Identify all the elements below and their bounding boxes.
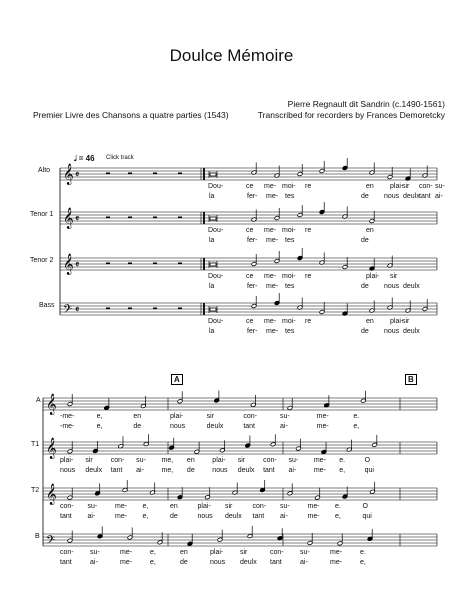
lyric-syllable: me- (264, 227, 277, 234)
lyric-syllable: tant (252, 513, 265, 520)
lyric-syllable: Dou- (208, 273, 224, 280)
lyric-syllable: con- (243, 413, 257, 420)
lyric-syllable: con- (110, 457, 125, 464)
lyric-syllable: de (361, 237, 369, 244)
lyric-syllable: tes (285, 283, 295, 290)
lyric-syllable: la (209, 328, 215, 335)
rehearsal-mark: B (405, 374, 417, 385)
lyric-syllable: ai- (300, 559, 308, 566)
breve-note (210, 308, 216, 311)
lyric-syllable: me- (266, 193, 279, 200)
part-label: Tenor 2 (30, 257, 54, 264)
cut-time-icon: 𝄵 (75, 260, 80, 271)
lyric-syllable: de (361, 283, 369, 290)
lyric-syllable: moi- (282, 227, 296, 234)
lyric-syllable: sir (85, 457, 93, 464)
lyric-syllable: nous (384, 283, 400, 290)
lyric-syllable: e, (96, 413, 103, 420)
rest (106, 217, 110, 219)
lyric-syllable: nous (210, 559, 226, 566)
lyric-syllable: moi- (282, 183, 296, 190)
lyric-syllable: ai- (136, 467, 144, 474)
lyric-syllable: su- (90, 549, 100, 556)
lyric-syllable: O (364, 457, 371, 464)
lyric-syllable: nous (384, 328, 400, 335)
lyric-syllable: plai- (60, 457, 74, 464)
part-label: Alto (38, 167, 51, 174)
lyric-syllable: deulx (240, 559, 257, 566)
source-collection: Premier Livre des Chansons a quatre parties (1543) (33, 110, 229, 120)
cut-time-icon: 𝄵 (75, 170, 80, 181)
lyric-syllable: plai- (210, 549, 224, 556)
lyric-syllable: me- (307, 513, 320, 520)
lyric-syllable: nous (60, 467, 76, 474)
lyric-syllable: me- (330, 559, 343, 566)
lyric-syllable: nous (384, 193, 400, 200)
lyric-syllable: ai- (280, 423, 288, 430)
rest (153, 263, 157, 265)
lyric-syllable: ai- (280, 513, 288, 520)
lyric-syllable: qui (364, 467, 374, 474)
lyric-syllable: me- (266, 328, 279, 335)
lyric-syllable: e, (339, 467, 346, 474)
lyric-syllable: fer- (247, 283, 258, 290)
lyric-syllable: re (305, 273, 312, 280)
part-label: T1 (31, 441, 40, 448)
lyric-syllable: e, (360, 559, 366, 566)
lyric-syllable: e, (142, 503, 149, 510)
rest (128, 173, 132, 175)
lyric-syllable: plai- (366, 273, 380, 280)
lyric-syllable: la (209, 193, 215, 200)
lyric-syllable: deulx (403, 193, 420, 200)
lyric-syllable: -me- (60, 423, 75, 430)
rest (153, 308, 157, 310)
lyric-syllable: ce (246, 318, 254, 325)
click-track-label: Click track (106, 155, 134, 161)
lyric-syllable: plai- (212, 457, 226, 464)
lyric-syllable: nous (212, 467, 228, 474)
lyric-syllable: e, (96, 423, 103, 430)
lyric-syllable: la (209, 283, 215, 290)
lyric-syllable: de (170, 513, 178, 520)
lyric-syllable: tant (110, 467, 123, 474)
lyric-syllable: e. (335, 503, 341, 510)
lyric-syllable: Dou- (208, 318, 224, 325)
lyric-syllable: moi- (282, 273, 296, 280)
lyric-syllable: deulx (403, 328, 420, 335)
lyric-syllable: la (209, 237, 215, 244)
lyric-syllable: en (366, 183, 374, 190)
lyric-syllable: tant (419, 193, 431, 200)
lyric-syllable: me- (264, 273, 277, 280)
rest (178, 263, 182, 265)
lyric-syllable: ce (246, 227, 254, 234)
lyric-syllable: re (305, 183, 312, 190)
lyric-syllable: re (305, 318, 312, 325)
lyric-syllable: me, (161, 457, 174, 464)
lyric-syllable: en (186, 457, 195, 464)
lyric-syllable: tant (60, 513, 72, 520)
part-label: Tenor 1 (30, 211, 54, 218)
composer-credit: Pierre Regnault dit Sandrin (c.1490-1561) (287, 99, 445, 109)
lyric-syllable: ce (246, 273, 254, 280)
lyric-syllable: sir (390, 273, 398, 280)
lyric-syllable: su- (280, 503, 290, 510)
lyric-syllable: me- (307, 503, 320, 510)
lyric-syllable: de (180, 559, 188, 566)
transcriber-credit: Transcribed for recorders by Frances Demoretcky (257, 110, 445, 120)
cut-time-icon: 𝄵 (75, 214, 80, 225)
rest (128, 308, 132, 310)
treble-clef-icon: 𝄞 (63, 208, 74, 229)
lyric-syllable: su- (435, 183, 445, 190)
lyric-syllable: tant (263, 467, 275, 474)
lyric-syllable: me- (120, 559, 133, 566)
lyric-syllable: e, (142, 513, 149, 520)
lyric-syllable: me- (316, 423, 329, 430)
lyric-syllable: con- (270, 549, 284, 556)
lyric-syllable: plai- (390, 183, 404, 190)
lyric-syllable: sir (240, 549, 248, 556)
lyric-syllable: con- (419, 183, 433, 190)
rest (106, 173, 110, 175)
breve-note (210, 217, 216, 220)
lyric-syllable: fer- (247, 193, 258, 200)
rest (153, 217, 157, 219)
lyric-syllable: su- (280, 413, 290, 420)
lyric-syllable: plai- (390, 318, 404, 325)
lyric-syllable: con- (60, 549, 74, 556)
rest (178, 173, 182, 175)
lyric-syllable: su- (300, 549, 310, 556)
cut-time-icon: 𝄵 (75, 305, 80, 316)
lyric-syllable: me- (266, 237, 279, 244)
rest (106, 263, 110, 265)
treble-clef-icon: 𝄞 (46, 484, 57, 505)
part-label: T2 (31, 487, 40, 494)
lyric-syllable: su- (288, 457, 299, 464)
lyric-syllable: en (170, 503, 178, 510)
lyric-syllable: plai- (170, 413, 184, 420)
lyric-syllable: de (133, 423, 142, 430)
lyric-syllable: tes (285, 328, 295, 335)
lyric-syllable: con- (252, 503, 267, 510)
lyric-syllable: me- (115, 503, 128, 510)
bass-clef-icon: 𝄢 (63, 303, 73, 319)
lyric-syllable: sir (402, 318, 410, 325)
lyric-syllable: re (305, 227, 312, 234)
lyric-syllable: tant (60, 559, 72, 566)
lyric-syllable: ai- (435, 193, 443, 200)
lyric-syllable: me- (264, 183, 277, 190)
lyric-syllable: deulx (237, 467, 255, 474)
lyric-syllable: en (366, 318, 374, 325)
lyric-syllable: me- (313, 467, 326, 474)
lyric-syllable: plai- (197, 503, 211, 510)
lyric-syllable: ai- (90, 559, 98, 566)
lyric-syllable: en (133, 413, 142, 420)
rest (178, 308, 182, 310)
bass-clef-icon: 𝄢 (46, 534, 56, 550)
lyric-syllable: tes (285, 193, 295, 200)
treble-clef-icon: 𝄞 (63, 164, 74, 185)
lyric-syllable: e, (335, 513, 341, 520)
piece-title: Doulce Mémoire (169, 46, 294, 65)
lyric-syllable: tant (270, 559, 282, 566)
rest (128, 217, 132, 219)
breve-note (210, 263, 216, 266)
lyric-syllable: fer- (247, 237, 258, 244)
lyric-syllable: me- (313, 457, 326, 464)
lyric-syllable: Dou- (208, 227, 224, 234)
lyric-syllable: sir (225, 503, 233, 510)
lyric-syllable: me- (115, 513, 128, 520)
lyric-syllable: O (362, 503, 368, 510)
lyric-syllable: con- (60, 503, 74, 510)
lyric-syllable: me- (120, 549, 133, 556)
tempo-marking: 𝅗𝅥 = 46 (74, 154, 95, 163)
lyric-syllable: ce (246, 183, 254, 190)
lyric-syllable: nous (197, 513, 213, 520)
lyric-syllable: ai- (87, 513, 96, 520)
lyric-syllable: con- (263, 457, 277, 464)
lyric-syllable: de (186, 467, 195, 474)
lyric-syllable: me- (264, 318, 277, 325)
lyric-syllable: e, (150, 549, 156, 556)
lyric-syllable: qui (362, 513, 372, 520)
treble-clef-icon: 𝄞 (46, 394, 57, 415)
lyric-syllable: me- (266, 283, 279, 290)
rest (106, 308, 110, 310)
lyric-syllable: Dou- (208, 183, 224, 190)
breve-note (210, 173, 216, 176)
part-label: B (35, 533, 40, 540)
lyric-syllable: de (361, 193, 369, 200)
lyric-syllable: me- (330, 549, 343, 556)
lyric-syllable: sir (206, 413, 215, 420)
lyric-syllable: e, (353, 423, 360, 430)
lyric-syllable: tes (285, 237, 295, 244)
lyric-syllable: ai- (288, 467, 297, 474)
lyric-syllable: sir (237, 457, 246, 464)
rehearsal-mark: A (171, 374, 183, 385)
lyric-syllable: de (361, 328, 369, 335)
rest (178, 217, 182, 219)
lyric-syllable: deulx (403, 283, 420, 290)
lyric-syllable: me- (316, 413, 329, 420)
lyric-syllable: -me- (60, 413, 75, 420)
lyric-syllable: su- (136, 457, 146, 464)
lyric-syllable: e. (339, 457, 346, 464)
lyric-syllable: sir (402, 183, 410, 190)
lyric-syllable: nous (170, 423, 186, 430)
rest (153, 173, 157, 175)
treble-clef-icon: 𝄞 (46, 438, 57, 459)
lyric-syllable: en (366, 227, 374, 234)
lyric-syllable: moi- (282, 318, 296, 325)
lyric-syllable: fer- (247, 328, 258, 335)
lyric-syllable: e. (360, 549, 366, 556)
lyric-syllable: deulx (225, 513, 242, 520)
lyric-syllable: tant (243, 423, 256, 430)
treble-clef-icon: 𝄞 (63, 254, 74, 275)
lyric-syllable: en (180, 549, 188, 556)
part-label: A (36, 397, 41, 404)
lyric-syllable: deulx (206, 423, 224, 430)
lyric-syllable: e. (353, 413, 360, 420)
lyric-syllable: su- (87, 503, 98, 510)
part-label: Bass (39, 302, 55, 309)
rest (128, 263, 132, 265)
lyric-syllable: deulx (85, 467, 103, 474)
lyric-syllable: me, (161, 467, 174, 474)
lyric-syllable: e, (150, 559, 156, 566)
